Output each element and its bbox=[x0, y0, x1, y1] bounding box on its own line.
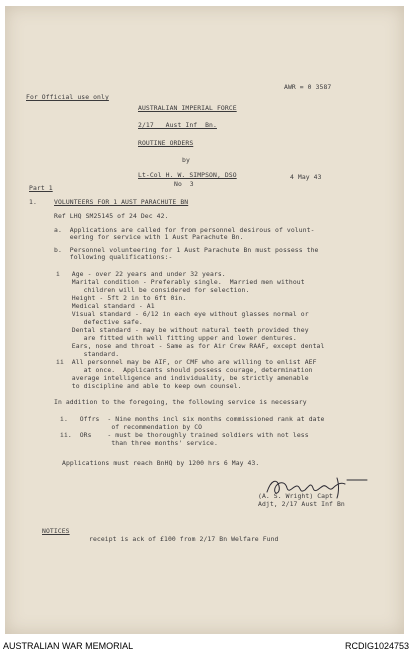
order-date: 4 May 43 bbox=[290, 173, 322, 181]
qualification-line: at once. Applicants should possess courage, determination bbox=[56, 366, 313, 374]
qualification-line: are fitted with well fitting upper and lower dentures. bbox=[56, 334, 297, 342]
qualification-line: Height - 5ft 2 in to 6ft 0in. bbox=[56, 294, 187, 302]
signature-name: (A. S. Wright) Capt bbox=[258, 492, 334, 500]
footer-record-id: RCDIG1024753 bbox=[344, 641, 409, 651]
paragraph-a-line: a. Applications are called for from personnel desirous of volunt- bbox=[54, 226, 315, 234]
qualification-line: children will be considered for selection. bbox=[56, 286, 250, 294]
qualification-line: average intelligence and individuality, be strictly amenable bbox=[56, 374, 309, 382]
part-label: Part 1 bbox=[29, 184, 53, 192]
paragraph-b-line: following qualifications:- bbox=[54, 253, 173, 261]
document-title: ROUTINE ORDERS bbox=[138, 139, 194, 147]
service-line: ii. ORs - must be thoroughly trained soldiers with not less bbox=[60, 431, 309, 439]
service-intro: In addition to the foregoing, the following service is necessary bbox=[54, 398, 307, 406]
qualification-line: Medical standard - A1 bbox=[56, 302, 155, 310]
qualification-line: Dental standard - may be without natural teeth provided they bbox=[56, 326, 309, 334]
official-use-label: For Official use only bbox=[26, 93, 109, 101]
force-heading: AUSTRALIAN IMPERIAL FORCE bbox=[138, 104, 237, 112]
signature-title: Adjt, 2/17 Aust Inf Bn bbox=[258, 500, 345, 508]
by-label: by bbox=[182, 156, 190, 164]
qualification-line: standard. bbox=[56, 350, 120, 358]
service-line: of recommendation by CO bbox=[60, 423, 203, 431]
deadline-line: Applications must reach BnHQ by 1200 hrs 6 May 43. bbox=[62, 459, 260, 467]
item-number: 1. bbox=[29, 198, 37, 206]
reference-line: Ref LHQ SM25145 of 24 Dec 42. bbox=[54, 212, 169, 220]
service-line: than three months' service. bbox=[60, 439, 218, 447]
qualification-line: Ears, nose and throat - Same as for Air Crew RAAF, except dental bbox=[56, 342, 325, 350]
notices-heading: NOTICES bbox=[42, 527, 70, 535]
qualification-line: to discipline and able to keep own counsel. bbox=[56, 382, 242, 390]
qualification-line: Visual standard - 6/12 in each eye without glasses normal or bbox=[56, 310, 309, 318]
archive-footer bbox=[0, 636, 412, 654]
item-heading: VOLUNTEERS FOR 1 AUST PARACHUTE BN bbox=[54, 198, 189, 206]
service-line: i. Offrs - Nine months incl six months commissioned rank at date bbox=[60, 415, 325, 423]
reference-number: AWR = 0 3587 bbox=[284, 83, 332, 91]
footer-institution: AUSTRALIAN WAR MEMORIAL bbox=[3, 641, 134, 651]
document-page bbox=[5, 6, 404, 634]
order-number: No 3 bbox=[174, 180, 194, 188]
commander-name: Lt-Col H. W. SIMPSON, DSO bbox=[138, 171, 237, 179]
notices-text: receipt is ack of £100 from 2/17 Bn Welfare Fund bbox=[89, 535, 279, 543]
qualification-line: ii All personnel may be AIF, or CMF who are willing to enlist AEF bbox=[56, 358, 317, 366]
qualification-line: i Age - over 22 years and under 32 years. bbox=[56, 270, 226, 278]
unit-heading: 2/17 Aust Inf Bn. bbox=[138, 121, 217, 129]
paragraph-a-line: eering for service with 1 Aust Parachute Bn. bbox=[54, 233, 244, 241]
qualification-line: defective safe. bbox=[56, 318, 143, 326]
paragraph-b-line: b. Personnel volunteering for 1 Aust Parachute Bn must possess the bbox=[54, 246, 319, 254]
qualification-line: Marital condition - Preferably single. Married men without bbox=[56, 278, 305, 286]
